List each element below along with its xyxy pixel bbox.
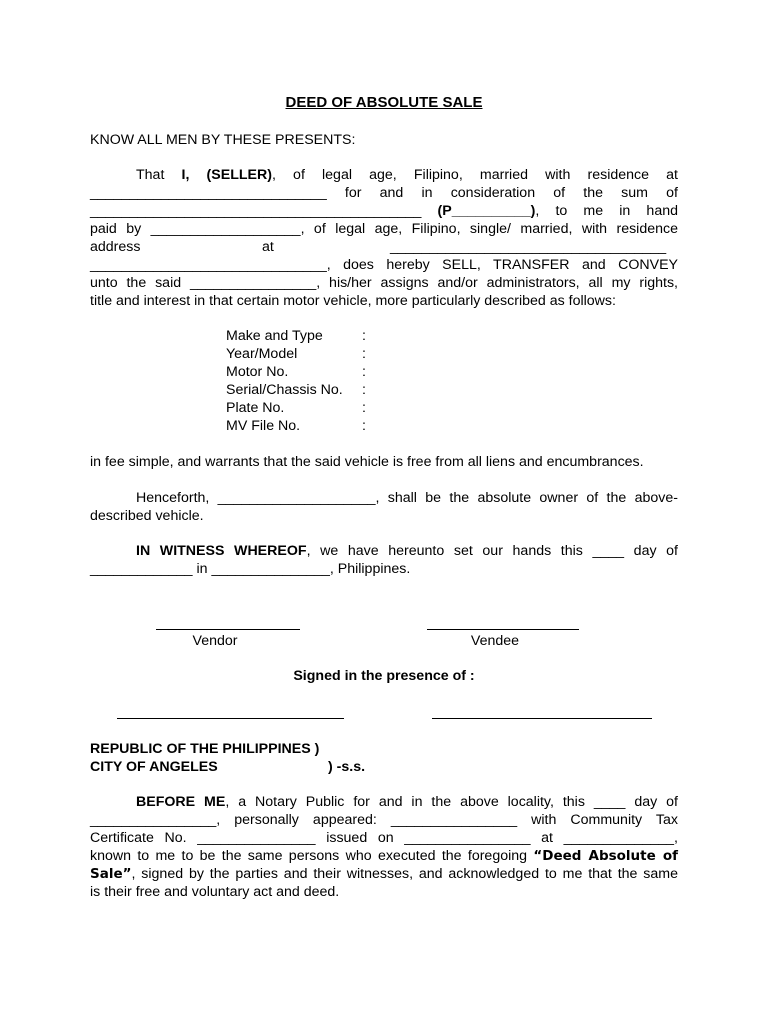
- sum-blank: __________________________________________: [90, 203, 422, 219]
- vendor-signature-line: [156, 629, 300, 630]
- henceforth-line1: Henceforth, ____________________, shall be the absolute owner of the above-: [136, 490, 678, 506]
- para1-line7: unto the said ________________, his/her assigns and/or administrators, all my rights,: [90, 275, 678, 291]
- intro-line: KNOW ALL MEN BY THESE PRESENTS:: [90, 132, 356, 148]
- vehicle-field-sep: :: [362, 328, 366, 344]
- henceforth-line2: described vehicle.: [90, 508, 204, 524]
- peso-amount-blank: (P__________): [437, 203, 536, 219]
- ss-label: ) -s.s.: [328, 759, 366, 775]
- notary-line1-rest: , a Notary Public for and in the above locality, this ____ day of: [225, 794, 678, 810]
- vehicle-field-label: Serial/Chassis No.: [226, 382, 343, 398]
- signed-presence-heading: Signed in the presence of :: [293, 668, 475, 684]
- witness-line1: [90, 542, 678, 560]
- seller-label: I, (SELLER): [181, 167, 272, 183]
- notary-line4: [90, 847, 678, 865]
- notary-line3: Certificate No. _______________ issued on ________________ at ______________,: [90, 830, 678, 846]
- witness1-signature-line: [117, 718, 344, 719]
- republic-line: REPUBLIC OF THE PHILIPPINES ): [90, 741, 320, 757]
- notary-line1: [90, 793, 678, 811]
- before-me-label: BEFORE ME: [136, 794, 226, 810]
- vehicle-field-sep: :: [362, 382, 366, 398]
- vehicle-field-row: [226, 399, 366, 417]
- deed-title-quote-end: Sale”: [90, 866, 132, 882]
- deed-title-quote: “Deed Absolute of: [533, 848, 678, 864]
- witness-line2: _____________ in _______________, Philippines.: [90, 561, 411, 577]
- at-word: at: [262, 239, 274, 255]
- vehicle-field-sep: :: [362, 418, 366, 434]
- vehicle-field-label: Make and Type: [226, 328, 323, 344]
- vehicle-field-row: [226, 345, 366, 363]
- vehicle-field-label: MV File No.: [226, 418, 301, 434]
- para1-line3-rest: , to me in hand: [535, 203, 678, 219]
- notary-line5-rest: , signed by the parties and their witnesses, and acknowledged to me that the same: [131, 866, 678, 882]
- notary-line6: is their free and voluntary act and deed.: [90, 884, 340, 900]
- witness-line1-rest: , we have hereunto set our hands this ____ day of: [306, 543, 678, 559]
- notary-line2: ________________, personally appeared: ________________ with Community Tax: [90, 812, 678, 828]
- witness-whereof-label: IN WITNESS WHEREOF: [136, 543, 307, 559]
- vehicle-field-sep: :: [362, 400, 366, 416]
- para1-line3: [90, 202, 678, 220]
- para1-line1: [90, 166, 678, 184]
- vehicle-field-sep: :: [362, 364, 366, 380]
- vendee-signature-line: [427, 629, 579, 630]
- witness2-signature-line: [432, 718, 652, 719]
- vehicle-field-label: Motor No.: [226, 364, 289, 380]
- vehicle-field-label: Year/Model: [226, 346, 298, 362]
- notary-line5: [90, 865, 678, 883]
- vehicle-field-row: [226, 417, 366, 435]
- vehicle-field-row: [226, 327, 366, 345]
- document-title: DEED OF ABSOLUTE SALE: [285, 94, 483, 111]
- vendee-label: Vendee: [470, 633, 520, 649]
- para1-line6: ______________________________, does hereby SELL, TRANSFER and CONVEY: [90, 257, 678, 273]
- city-label: CITY OF ANGELES: [90, 759, 218, 775]
- vehicle-field-sep: :: [362, 346, 366, 362]
- vendor-label: Vendor: [192, 633, 238, 649]
- that-word: That: [136, 167, 165, 183]
- notary-line4-start: known to me to be the same persons who executed the foregoing: [90, 848, 528, 864]
- para1-line2: ______________________________ for and in consideration of the sum of: [90, 185, 678, 201]
- fee-simple-line: in fee simple, and warrants that the said vehicle is free from all liens and encumbrances.: [90, 454, 644, 470]
- vehicle-field-row: [226, 363, 366, 381]
- para1-line1-rest: , of legal age, Filipino, married with residence at: [271, 167, 678, 183]
- para1-line4: paid by ___________________, of legal age, Filipino, single/ married, with residence: [90, 221, 678, 237]
- vehicle-field-label: Plate No.: [226, 400, 285, 416]
- vehicle-field-row: [226, 381, 366, 399]
- address-blank: ___________________________________: [390, 239, 667, 255]
- address-word: address: [90, 239, 141, 255]
- vehicle-fields: [226, 327, 366, 435]
- para1-line8: title and interest in that certain motor vehicle, more particularly described as follows:: [90, 293, 616, 309]
